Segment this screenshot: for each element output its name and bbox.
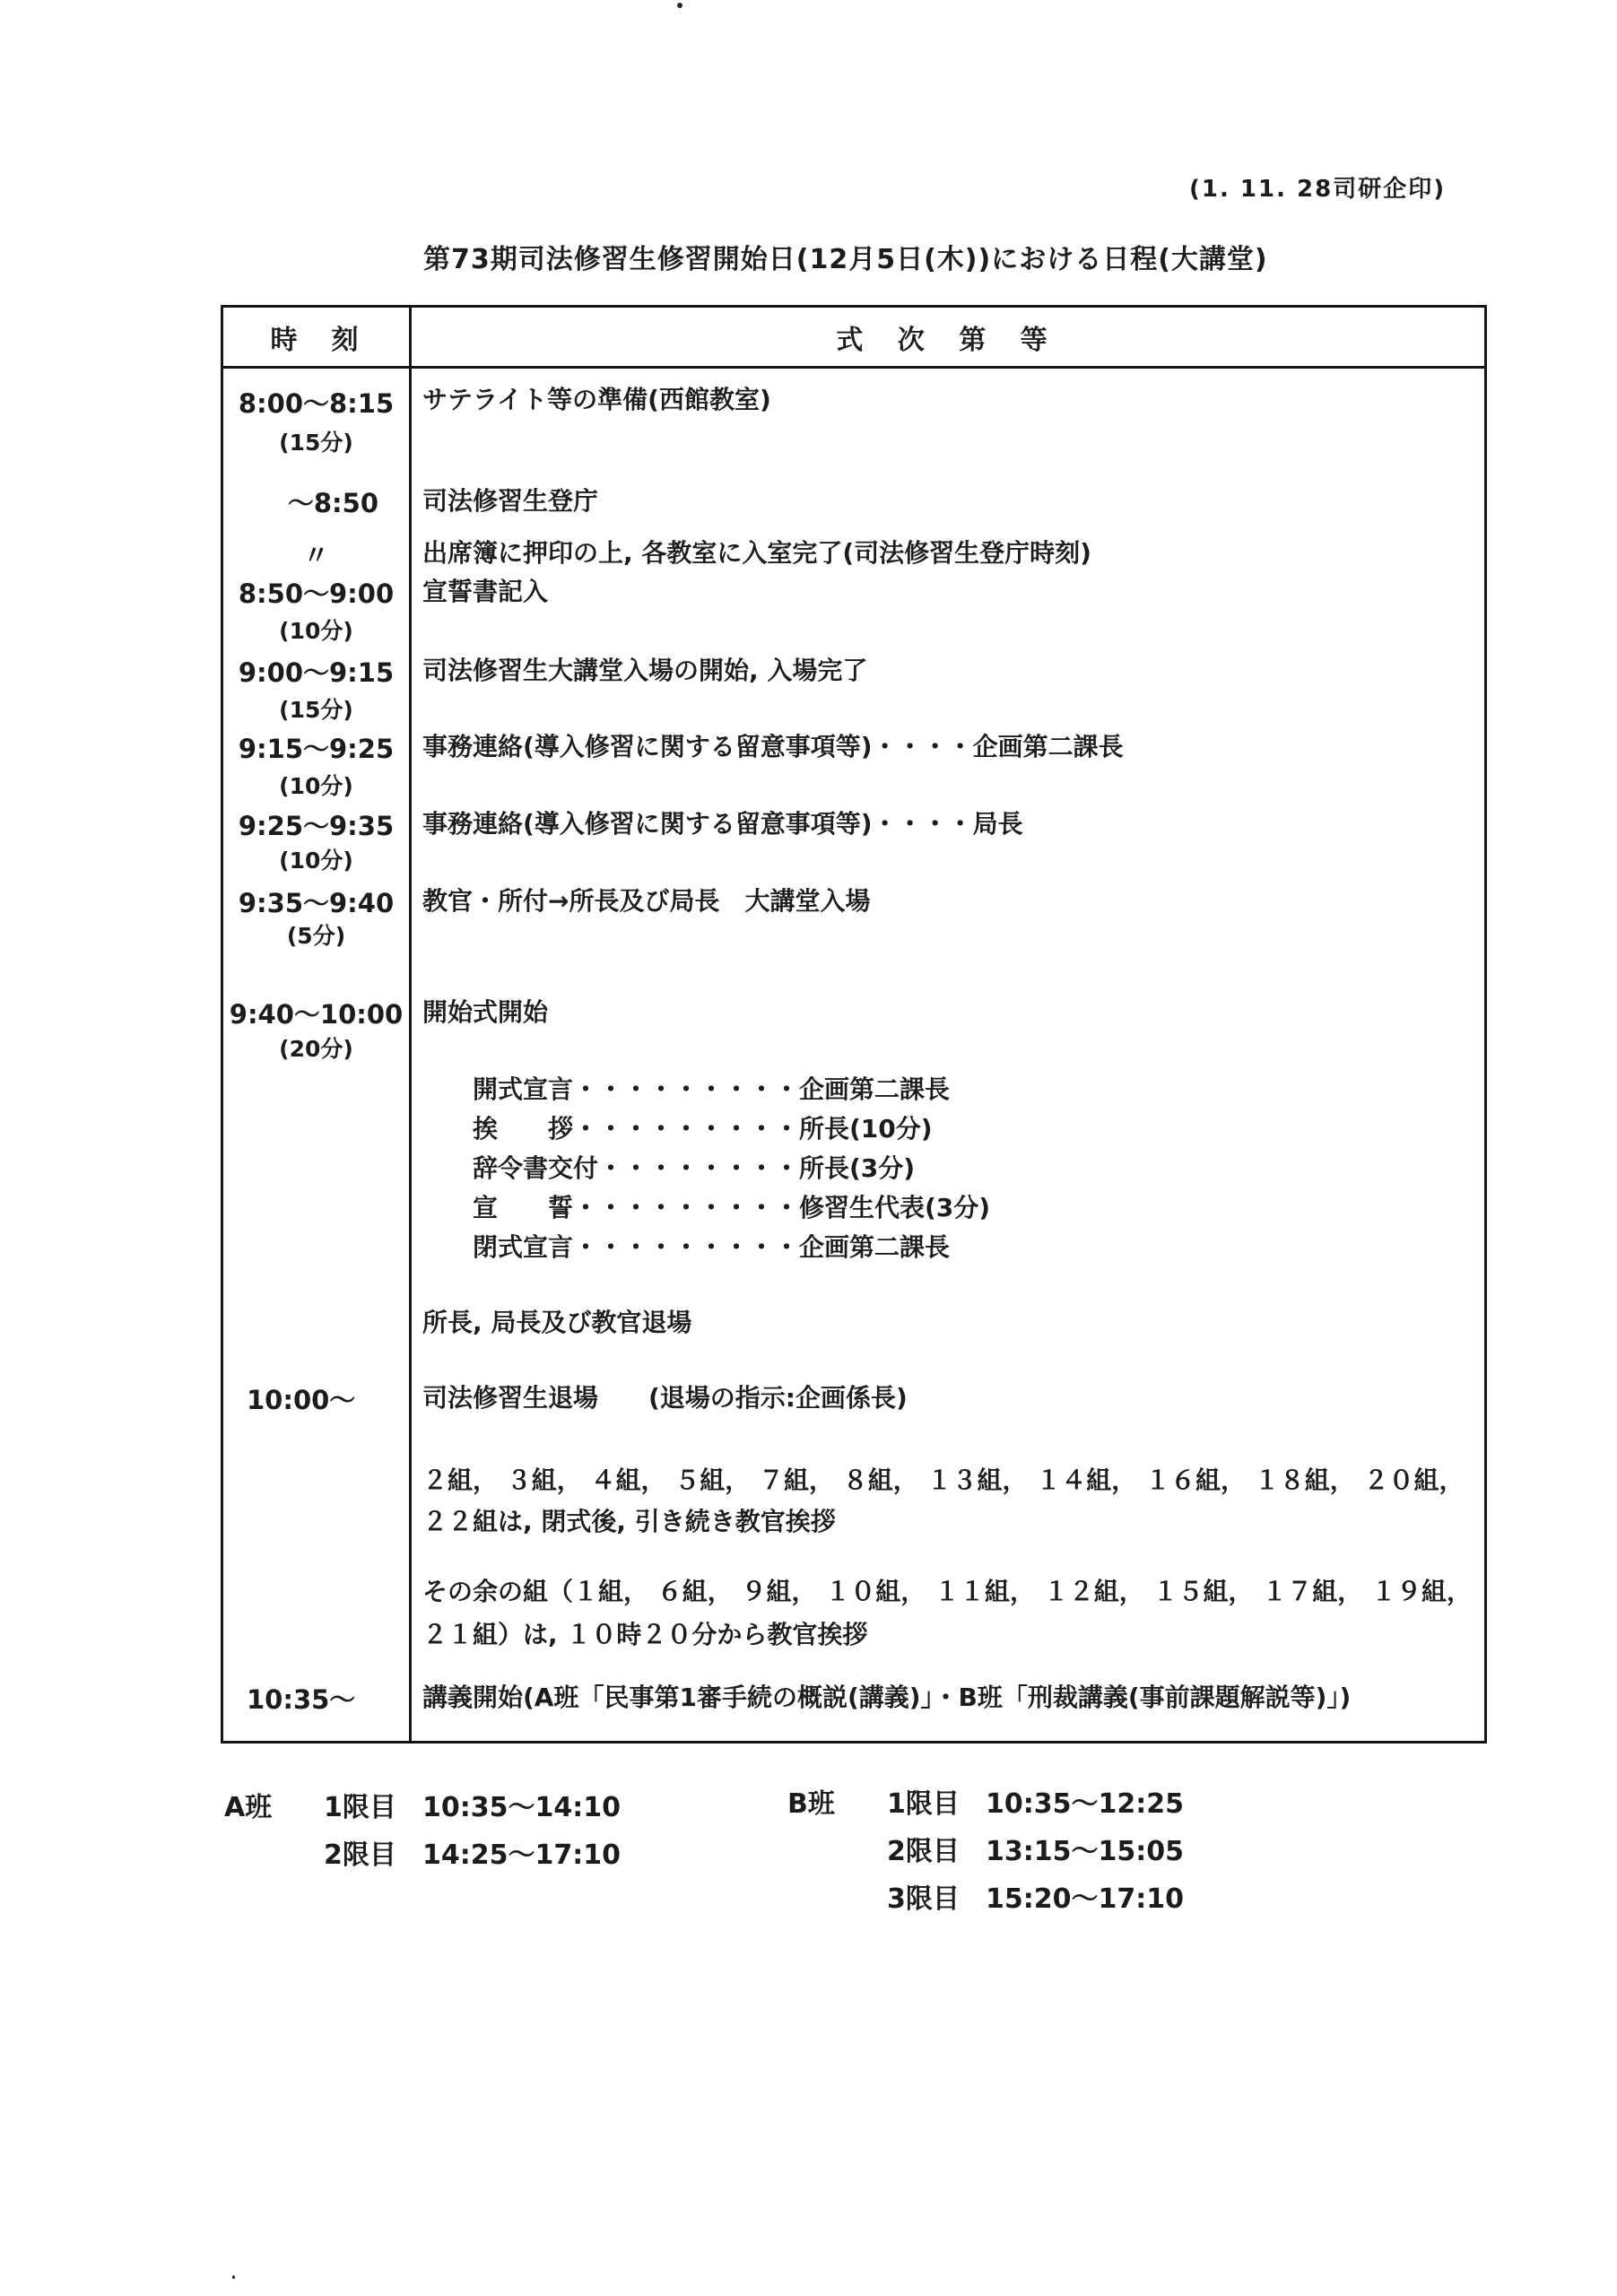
row-time: ～8:50 (287, 488, 378, 518)
scan-artifact (677, 3, 682, 8)
row-duration: (5分) (286, 923, 346, 949)
period-label: 2限目 (324, 1839, 396, 1871)
schedule-table (221, 305, 1487, 1744)
period-row (887, 1829, 1184, 1868)
row-time: 9:25～9:35 (238, 811, 395, 841)
program-column-header: 式 次 第 等 (836, 324, 1060, 356)
row-duration: (10分) (279, 618, 353, 644)
row-content: 事務連絡(導入修習に関する留意事項等)・・・・局長 (422, 809, 1023, 839)
print-mark: (1. 11. 28司研企印) (1189, 176, 1447, 203)
period-time: 15:20～17:10 (986, 1883, 1184, 1915)
row-content: サテライト等の準備(西館教室) (422, 385, 771, 414)
row-content: 事務連絡(導入修習に関する留意事項等)・・・・企画第二課長 (422, 732, 1124, 761)
row-time: 9:15～9:25 (238, 734, 395, 764)
group-note-line: ２１組）は, １０時２０分から教官挨拶 (422, 1620, 868, 1649)
row-duration: (15分) (279, 430, 353, 456)
row-content: 開始式開始 (422, 997, 549, 1027)
period-row (324, 1785, 621, 1824)
document-title: 第73期司法修習生修習開始日(12月5日(木))における日程(大講堂) (423, 244, 1268, 275)
row-time: 9:35～9:40 (238, 888, 395, 918)
row-time-ditto-mark: 〃 (302, 540, 329, 570)
period-time: 10:35～12:25 (986, 1788, 1184, 1820)
row-content: 宣誓書記入 (422, 577, 549, 606)
class-b-label: B班 (787, 1788, 835, 1820)
group-note-line: その余の組（１組， ６組， ９組， １０組， １１組， １２組， １５組， １７組， １９組， (422, 1577, 1472, 1606)
row-time: 8:00～8:15 (238, 388, 395, 419)
row-duration: (15分) (279, 697, 353, 723)
row-time: 9:00～9:15 (238, 657, 395, 688)
row-content: 出席簿に押印の上, 各教室に入室完了(司法修習生登庁時刻) (422, 538, 1091, 568)
row-time: 8:50～9:00 (238, 578, 395, 609)
table-body (223, 369, 1484, 1744)
ceremony-item: 開式宣言・・・・・・・・・企画第二課長 (473, 1074, 951, 1104)
row-content: 講義開始(A班「民事第1審手続の概説(講義)」・B班「刑裁講義(事前課題解説等)」) (422, 1683, 1352, 1712)
column-divider (409, 369, 412, 1744)
ceremony-item: 辞令書交付・・・・・・・・所長(3分) (473, 1153, 916, 1183)
period-label: 2限目 (887, 1836, 960, 1867)
period-row (324, 1832, 621, 1872)
class-b-schedule (787, 1781, 1184, 1916)
period-time: 10:35～14:10 (422, 1792, 621, 1823)
row-time: 10:00～ (247, 1385, 356, 1415)
table-header (223, 308, 1484, 369)
period-label: 3限目 (887, 1883, 960, 1915)
period-time: 14:25～17:10 (422, 1839, 621, 1871)
ceremony-item: 挨 拶・・・・・・・・・所長(10分) (473, 1114, 933, 1144)
period-time: 13:15～15:05 (986, 1836, 1184, 1867)
row-time: 9:40～10:00 (229, 999, 404, 1030)
row-duration: (20分) (279, 1036, 353, 1062)
period-row (887, 1876, 1184, 1916)
row-content: 司法修習生大講堂入場の開始, 入場完了 (422, 656, 868, 685)
exit-note: 所長, 局長及び教官退場 (422, 1308, 692, 1337)
period-label: 1限目 (887, 1788, 960, 1820)
row-duration: (10分) (279, 773, 353, 799)
period-row (887, 1781, 1184, 1821)
class-a-schedule (224, 1785, 621, 1872)
period-label: 1限目 (324, 1792, 396, 1823)
ceremony-item: 閉式宣言・・・・・・・・・企画第二課長 (473, 1232, 951, 1262)
row-content: 司法修習生退場 (退場の指示:企画係長) (422, 1383, 908, 1413)
row-duration: (10分) (279, 848, 353, 874)
class-a-label: A班 (224, 1792, 273, 1823)
group-note-line: ２２組は, 閉式後, 引き続き教官挨拶 (422, 1507, 836, 1536)
row-content: 教官・所付→所長及び局長 大講堂入場 (422, 886, 871, 916)
scan-artifact (232, 2275, 235, 2279)
ceremony-item: 宣 誓・・・・・・・・・修習生代表(3分) (473, 1193, 991, 1222)
time-column-header: 時 刻 (223, 308, 412, 366)
row-content: 司法修習生登庁 (422, 486, 599, 516)
group-note-line: ２組， ３組， ４組， ５組， ７組， ８組， １３組， １４組， １６組， １８組， ２０組， (422, 1465, 1465, 1495)
row-time: 10:35～ (247, 1684, 356, 1715)
